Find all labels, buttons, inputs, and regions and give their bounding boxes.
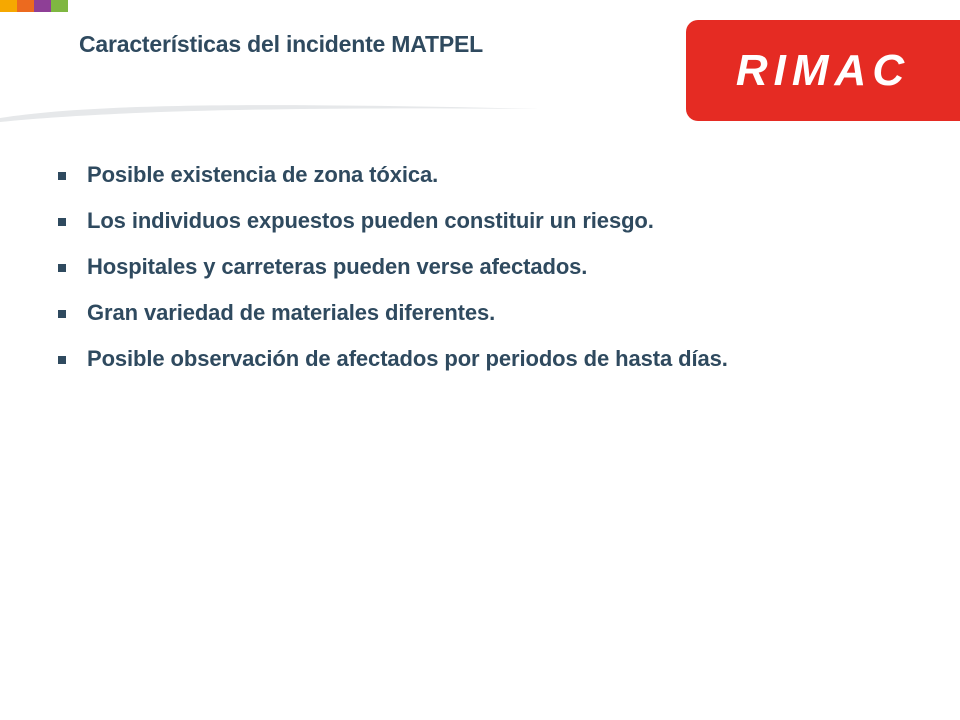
bullet-item [58, 336, 728, 382]
corner-segment-orange [17, 0, 34, 12]
square-bullet-icon [58, 218, 66, 226]
bullet-text: Los individuos expuestos pueden constituir un riesgo. [87, 208, 654, 233]
corner-color-strip [0, 0, 68, 12]
rimac-logo-wordmark [713, 41, 933, 101]
bullet-text: Gran variedad de materiales diferentes. [87, 300, 496, 325]
square-bullet-icon [58, 310, 66, 318]
rimac-logo [686, 20, 960, 121]
rimac-logo-text: RIMAC [735, 45, 911, 95]
bullet-text: Posible observación de afectados por periodos de hasta días. [87, 346, 728, 371]
corner-segment-yellow [0, 0, 17, 12]
square-bullet-icon [58, 264, 66, 272]
bullet-item [58, 244, 728, 290]
bullet-text: Posible existencia de zona tóxica. [87, 162, 439, 187]
bullet-list [58, 152, 728, 382]
corner-segment-purple [34, 0, 51, 12]
bullet-item [58, 198, 728, 244]
square-bullet-icon [58, 172, 66, 180]
corner-segment-green [51, 0, 68, 12]
slide-title: Características del incidente MATPEL [79, 31, 483, 57]
bullet-item [58, 290, 728, 336]
bullet-text: Hospitales y carreteras pueden verse afectados. [87, 254, 588, 279]
square-bullet-icon [58, 356, 66, 364]
bullet-item [58, 152, 728, 198]
decorative-swoosh [0, 92, 560, 122]
